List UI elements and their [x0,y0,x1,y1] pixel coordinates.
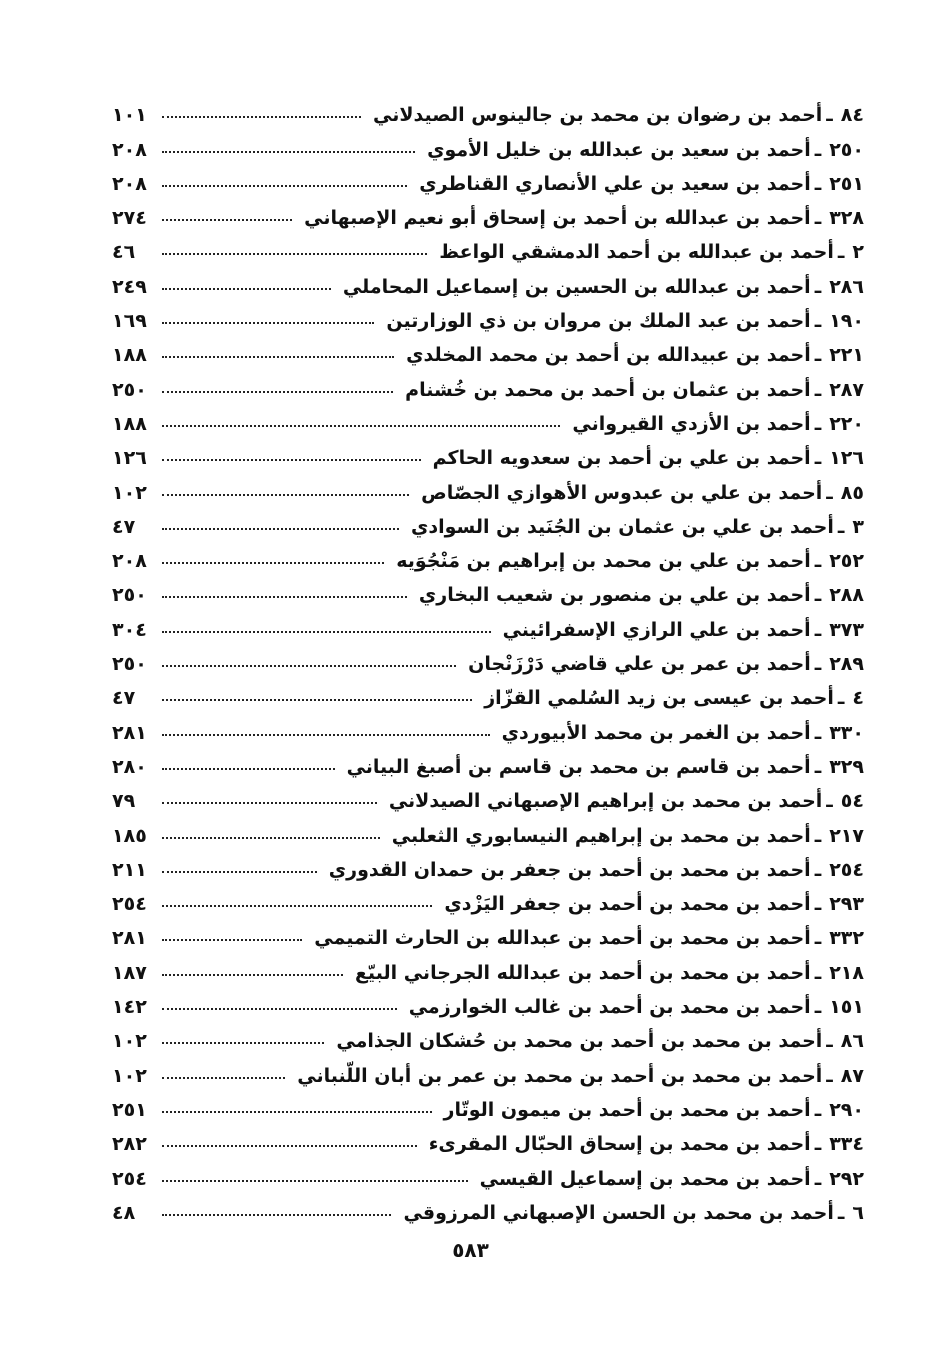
entry-separator: ـ [814,1098,822,1121]
entry-page-number: ٣٠٤ [112,618,147,641]
entry-name: أحمد بن محمد بن أحمد بن جعفر اليَزْدي [444,893,811,916]
entry-page-number: ٤٧ [112,515,136,538]
dotted-leader [162,528,399,530]
index-entry [112,641,864,675]
entry-name: أحمد بن محمد بن أحمد بن محمد بن حُشكان الجذامي [336,1030,823,1053]
entry-number: ٣٢٨ [829,207,864,230]
entry-separator: ـ [814,207,822,230]
entry-page-number: ٤٧ [112,687,136,710]
index-entry [112,915,864,949]
dotted-leader [162,837,380,839]
dotted-leader [162,596,407,598]
entry-page-number: ٧٩ [112,790,136,813]
entry-number: ٢ [852,241,864,264]
entry-name: أحمد بن عبدالله بن الحسين بن إسماعيل المحاملي [342,275,811,298]
entry-page-number: ٢٥٠ [112,378,147,401]
entry-name: أحمد بن محمد بن أحمد بن عبدالله بن الحارث التميمي [314,927,811,950]
index-entry [112,332,864,366]
entry-name: أحمد بن عيسى بن زيد السُلمي القزّاز [484,687,834,710]
dotted-leader [162,425,560,427]
entry-number: ٨٦ [840,1030,864,1053]
index-entry [112,298,864,332]
entry-name: أحمد بن علي الرازي الإسفرائيني [502,618,811,641]
entry-number: ٢٢٠ [829,412,864,435]
index-entry [112,92,864,126]
entry-number: ٢٩٣ [829,893,864,916]
entry-number: ٢٨٨ [829,584,864,607]
entry-number: ٢١٧ [829,824,864,847]
entry-number: ٦ [852,1201,864,1224]
entry-name: أحمد بن محمد بن أحمد بن عبدالله الجرجاني البيّع [354,961,811,984]
entry-separator: ـ [826,1064,833,1087]
index-entry [112,263,864,297]
entry-separator: ـ [837,515,845,538]
entry-name: أحمد بن عبد الملك بن مروان بن ذي الوزارتين [386,310,811,333]
dotted-leader [162,871,317,873]
entry-separator: ـ [826,790,833,813]
entry-number: ٨٤ [840,104,864,127]
entry-separator: ـ [814,310,822,333]
index-entry [112,709,864,743]
entry-name: أحمد بن عبيدالله بن أحمد بن محمد المخلدي [406,344,811,367]
index-entry [112,606,864,640]
entry-name: أحمد بن سعيد بن علي الأنصاري القناطري [419,172,811,195]
entry-name: أحمد بن عثمان بن أحمد بن محمد بن خُشنام [405,378,811,401]
entry-page-number: ٢٨١ [112,927,147,950]
index-entry [112,195,864,229]
index-entry [112,778,864,812]
entry-page-number: ٢٠٨ [112,550,147,573]
dotted-leader [162,665,456,667]
index-entry [112,538,864,572]
index-entry [112,1121,864,1155]
entry-name: أحمد بن علي بن عبدوس الأهوازي الجصّاص [421,481,823,504]
entry-page-number: ٢٥٠ [112,653,147,676]
entry-separator: ـ [814,996,822,1019]
entry-page-number: ٢٨٠ [112,755,147,778]
entry-number: ٨٥ [840,481,864,504]
entry-page-number: ١٨٨ [112,344,147,367]
entry-number: ٢٨٦ [829,275,864,298]
entry-separator: ـ [826,481,833,504]
index-entry [112,435,864,469]
entry-page-number: ١٨٨ [112,412,147,435]
entry-separator: ـ [837,1201,845,1224]
entry-number: ٢٥٢ [829,550,864,573]
dotted-leader [162,253,427,255]
dotted-leader [162,1180,468,1182]
entry-name: أحمد بن محمد بن إبراهيم النيسابوري الثعلبي [391,824,811,847]
entry-page-number: ١٨٧ [112,961,147,984]
entry-name: أحمد بن محمد بن إبراهيم الإصبهاني الصيدلاني [388,790,823,813]
dotted-leader [162,391,393,393]
entry-number: ٢٨٧ [829,378,864,401]
index-entry [112,229,864,263]
entry-name: أحمد بن محمد بن أحمد بن ميمون الوتّار [443,1098,811,1121]
dotted-leader [162,151,415,153]
entry-separator: ـ [814,961,822,984]
dotted-leader [162,734,490,736]
entry-number: ٣٣٠ [829,721,864,744]
dotted-leader [162,459,421,461]
entry-separator: ـ [814,927,822,950]
entry-number: ٥٤ [840,790,864,813]
entry-separator: ـ [814,824,822,847]
entry-name: أحمد بن قاسم بن محمد بن قاسم بن أصبغ البياني [346,755,811,778]
dotted-leader [162,802,377,804]
entry-separator: ـ [814,412,822,435]
entry-number: ١٥١ [829,996,864,1019]
index-entry [112,812,864,846]
dotted-leader [162,905,432,907]
entry-name: أحمد بن محمد بن أحمد بن غالب الخوارزمي [408,996,811,1019]
entry-number: ١٢٦ [829,447,864,470]
entry-page-number: ٢٠٨ [112,138,147,161]
dotted-leader [162,322,374,324]
entry-page-number: ١٠٢ [112,1064,147,1087]
entry-name: أحمد بن محمد بن أحمد بن محمد بن عمر بن أبان اللّنباني [297,1064,823,1087]
entry-number: ٢٩٠ [829,1098,864,1121]
entry-separator: ـ [814,275,822,298]
entry-separator: ـ [814,893,822,916]
dotted-leader [162,1077,285,1079]
entry-separator: ـ [837,241,845,264]
entry-name: أحمد بن سعيد بن عبدالله بن خليل الأموي [427,138,811,161]
index-entry [112,1052,864,1086]
dotted-leader [162,1145,417,1147]
entry-page-number: ٢٥٠ [112,584,147,607]
index-entry [112,675,864,709]
entry-page-number: ٢٨١ [112,721,147,744]
entry-separator: ـ [814,653,822,676]
entry-number: ٣ [852,515,864,538]
dotted-leader [162,699,472,701]
entry-separator: ـ [837,687,845,710]
index-entry [112,366,864,400]
dotted-leader [162,1214,391,1216]
dotted-leader [162,1008,397,1010]
entry-page-number: ٢٧٤ [112,207,147,230]
page-number: ٥٨٣ [452,1238,489,1262]
index-entry-list [112,92,864,1224]
entry-page-number: ٢٥١ [112,1098,147,1121]
dotted-leader [162,562,384,564]
entry-page-number: ١٦٩ [112,310,147,333]
index-entry [112,572,864,606]
index-entry [112,126,864,160]
entry-page-number: ١٨٥ [112,824,147,847]
index-entry [112,744,864,778]
entry-separator: ـ [814,550,822,573]
entry-separator: ـ [814,378,822,401]
entry-name: أحمد بن محمد بن إسحاق الحبّال المقرىء [428,1133,811,1156]
index-entry [112,1087,864,1121]
entry-number: ٢٢١ [829,344,864,367]
entry-separator: ـ [814,618,822,641]
dotted-leader [162,631,491,633]
entry-separator: ـ [814,1133,822,1156]
entry-page-number: ١٢٦ [112,447,147,470]
entry-page-number: ٢٥٤ [112,893,147,916]
index-entry [112,469,864,503]
index-entry [112,161,864,195]
entry-name: أحمد بن عبدالله بن أحمد بن إسحاق أبو نعيم الإصبهاني [304,207,811,230]
entry-page-number: ٤٨ [112,1201,136,1224]
entry-separator: ـ [826,1030,833,1053]
dotted-leader [162,939,302,941]
index-entry [112,847,864,881]
entry-name: أحمد بن عبدالله بن أحمد الدمشقي الواعظ [439,241,834,264]
entry-number: ٢٥٤ [829,858,864,881]
entry-separator: ـ [814,755,822,778]
entry-number: ٢٩٢ [829,1167,864,1190]
entry-name: أحمد بن رضوان بن محمد بن جالينوس الصيدلاني [373,104,823,127]
entry-page-number: ٢١١ [112,858,147,881]
entry-separator: ـ [814,344,822,367]
entry-page-number: ٢٥٤ [112,1167,147,1190]
entry-name: أحمد بن علي بن أحمد بن سعدويه الحاكم [432,447,811,470]
entry-page-number: ١٠٢ [112,1030,147,1053]
index-entry [112,504,864,538]
entry-name: أحمد بن محمد بن الحسن الإصبهاني المرزوقي [403,1201,834,1224]
dotted-leader [162,116,361,118]
dotted-leader [162,219,292,221]
entry-number: ٢٥١ [829,172,864,195]
index-entry [112,1155,864,1189]
entry-page-number: ٢٤٩ [112,275,147,298]
entry-name: أحمد بن عمر بن علي قاضي دَرْزَنْجان [468,653,811,676]
entry-separator: ـ [826,104,833,127]
entry-name: أحمد بن الغمر بن محمد الأبيوردي [501,721,811,744]
entry-number: ٤ [852,687,864,710]
entry-number: ٣٢٩ [829,755,864,778]
dotted-leader [162,974,343,976]
entry-page-number: ١٤٢ [112,996,147,1019]
entry-separator: ـ [814,172,822,195]
dotted-leader [162,356,394,358]
entry-page-number: ٢٨٢ [112,1133,147,1156]
entry-separator: ـ [814,1167,822,1190]
index-entry [112,401,864,435]
entry-separator: ـ [814,721,822,744]
dotted-leader [162,768,335,770]
entry-name: أحمد بن علي بن منصور بن شعيب البخاري [418,584,811,607]
entry-number: ٢٨٩ [829,653,864,676]
entry-name: أحمد بن محمد بن إسماعيل القيسي [479,1167,811,1190]
entry-page-number: ٤٦ [112,241,136,264]
index-entry [112,949,864,983]
entry-separator: ـ [814,584,822,607]
entry-number: ٣٧٣ [829,618,864,641]
entry-page-number: ١٠٢ [112,481,147,504]
index-entry [112,1190,864,1224]
entry-page-number: ١٠١ [112,104,147,127]
entry-separator: ـ [814,447,822,470]
index-entry [112,1018,864,1052]
entry-number: ٣٣٢ [829,927,864,950]
entry-number: ٨٧ [840,1064,864,1087]
entry-name: أحمد بن محمد بن أحمد بن جعفر بن حمدان القدوري [328,858,811,881]
dotted-leader [162,1042,324,1044]
entry-number: ١٩٠ [829,310,864,333]
dotted-leader [162,288,331,290]
entry-name: أحمد بن علي بن عثمان بن الجُنَيد بن السوادي [410,515,834,538]
dotted-leader [162,1111,432,1113]
index-entry [112,984,864,1018]
entry-name: أحمد بن الأزدي القيرواني [572,412,811,435]
index-entry [112,881,864,915]
entry-number: ٢٥٠ [829,138,864,161]
dotted-leader [162,494,409,496]
entry-separator: ـ [814,858,822,881]
entry-number: ٢١٨ [829,961,864,984]
entry-separator: ـ [814,138,822,161]
entry-page-number: ٢٠٨ [112,172,147,195]
entry-name: أحمد بن علي بن محمد بن إبراهيم بن مَنْجُوَيه [396,550,811,573]
entry-number: ٣٣٤ [829,1133,864,1156]
dotted-leader [162,185,407,187]
